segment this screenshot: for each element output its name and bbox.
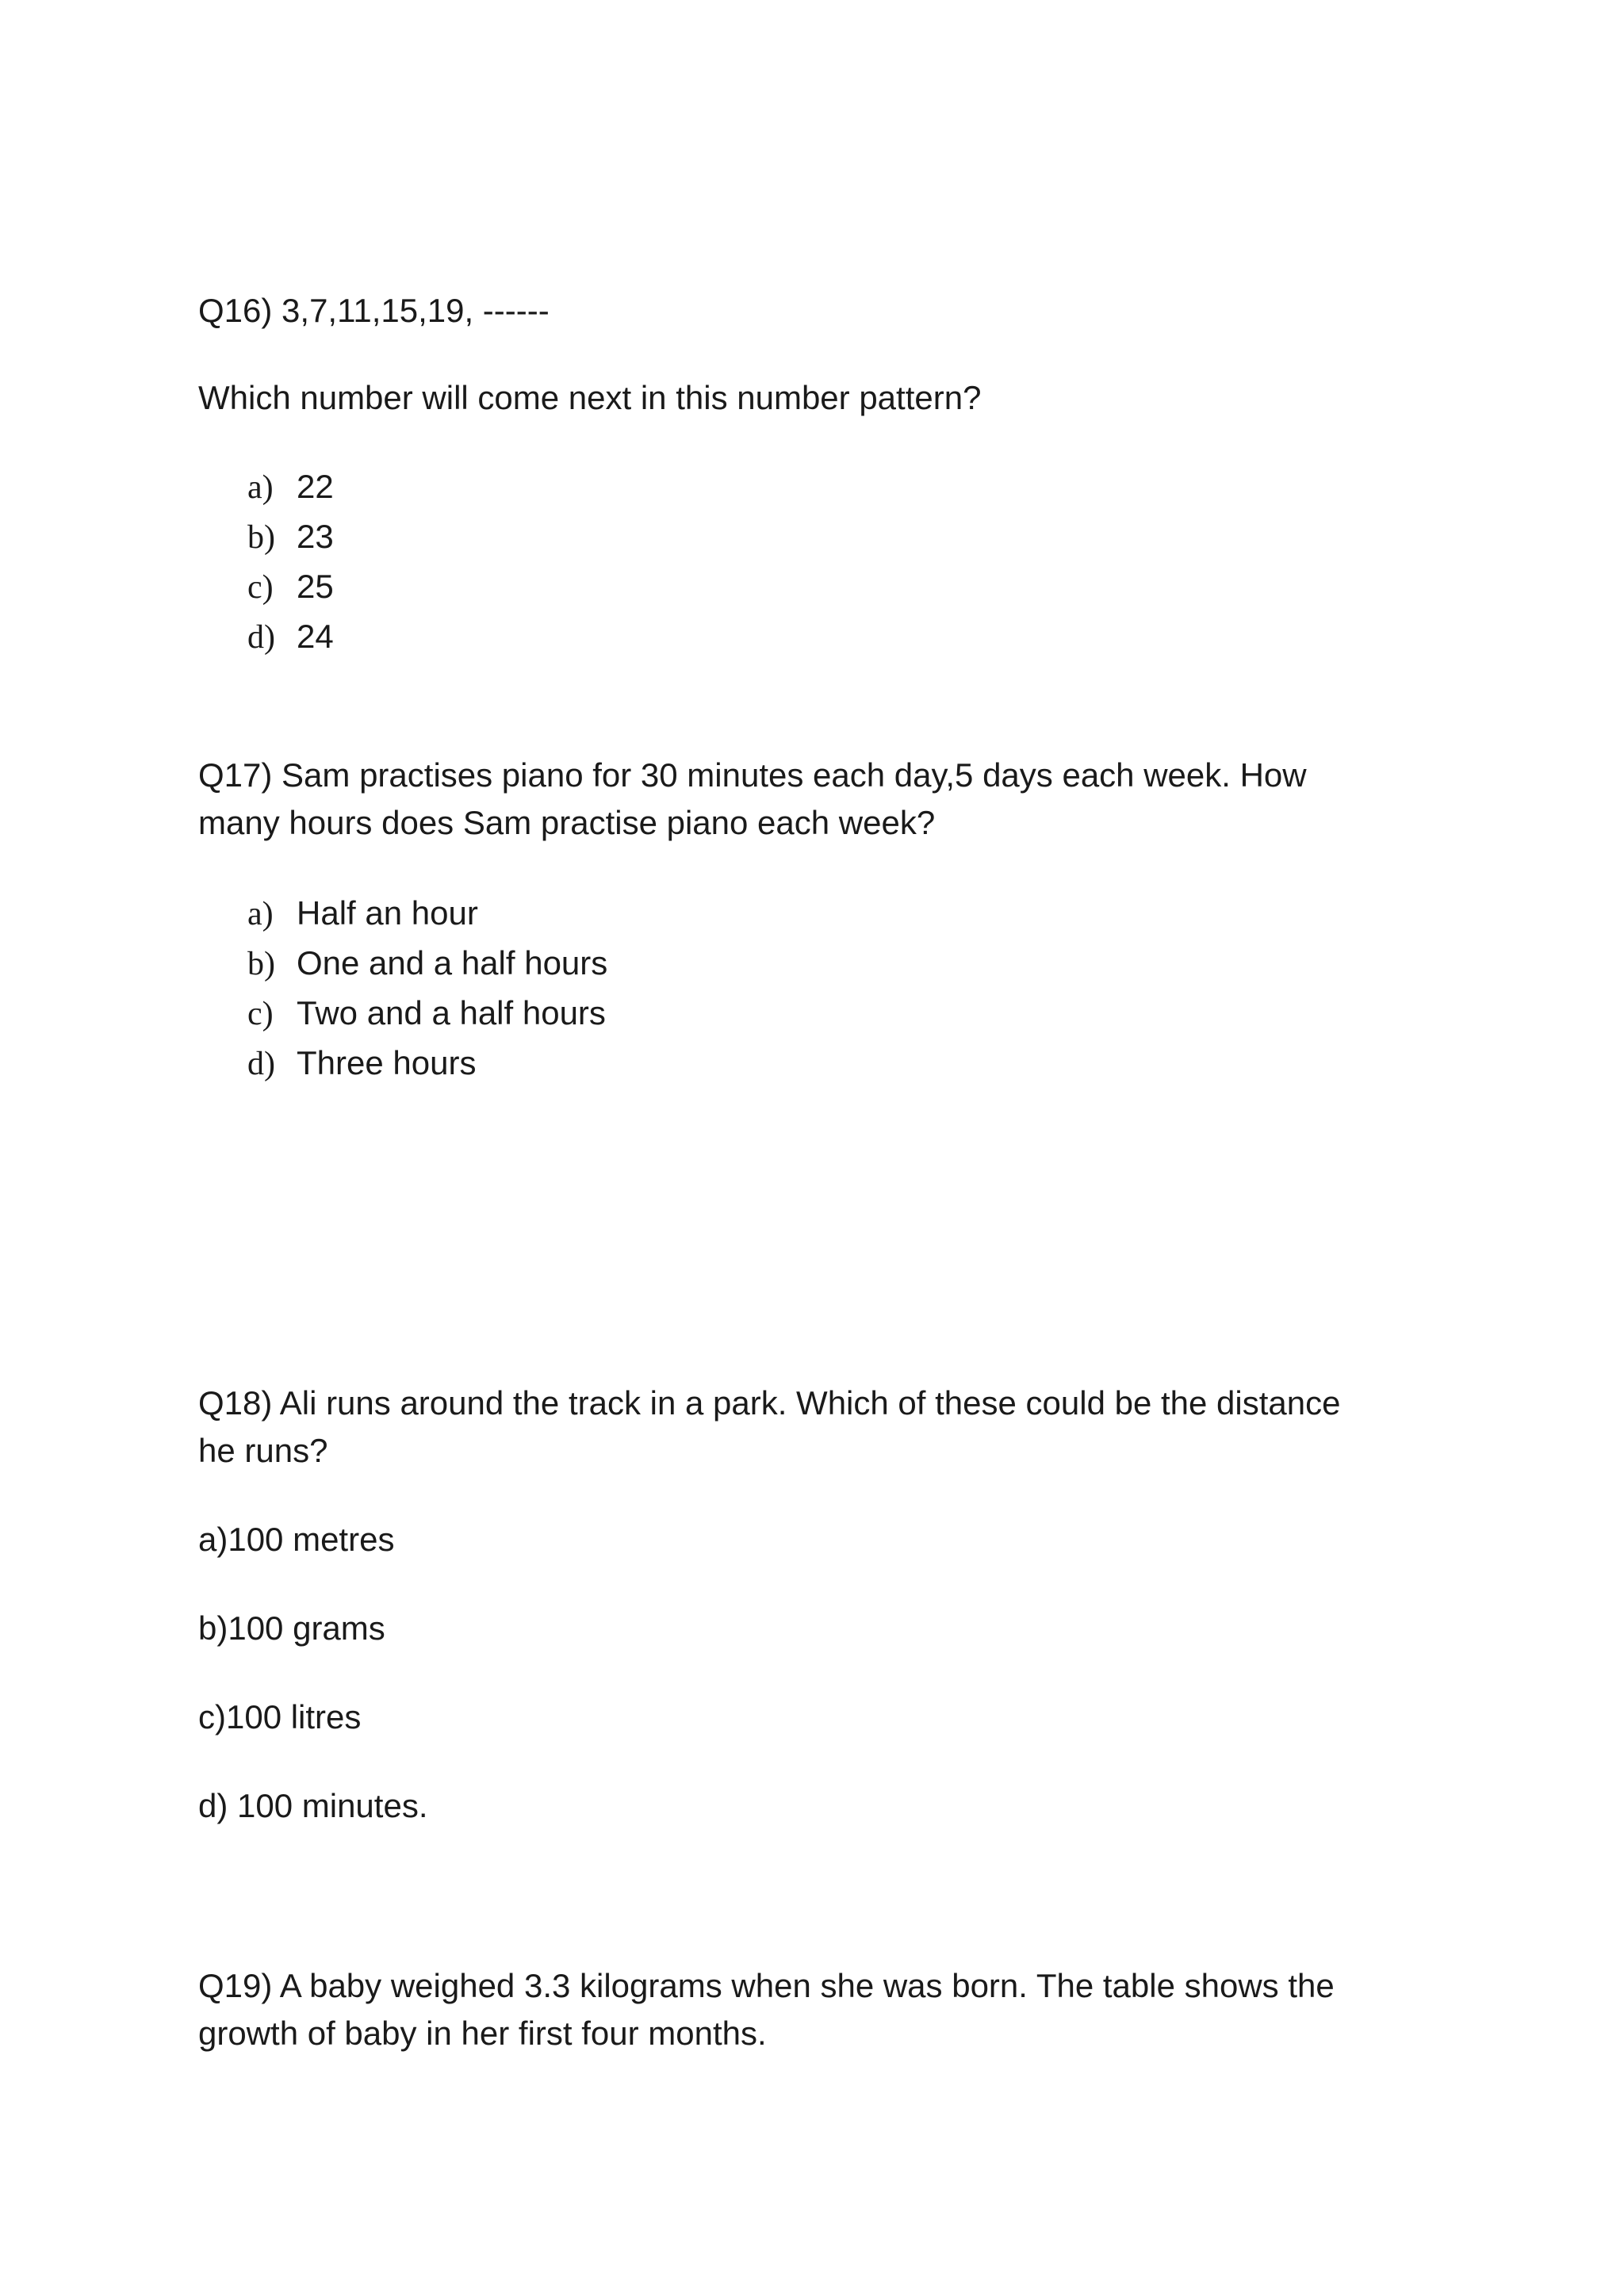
q17-question-line-2: many hours does Sam practise piano each week? — [198, 804, 936, 841]
q16-option-a — [247, 463, 334, 511]
q17-question-line-1: Q17) Sam practises piano for 30 minutes each day,5 days each week. How — [198, 756, 1307, 794]
q16-option-c — [247, 563, 334, 611]
q16-option-d-text: 24 — [297, 618, 334, 655]
q16-option-a-letter: a) — [247, 469, 274, 506]
q17-option-d-letter: d) — [247, 1046, 275, 1082]
q16-option-d — [247, 613, 334, 661]
q16-option-c-text: 25 — [297, 568, 334, 605]
q18-question-line-2: he runs? — [198, 1432, 328, 1469]
q18-question-line-1: Q18) Ali runs around the track in a park. Which of these could be the distance — [198, 1384, 1341, 1422]
q18-option-d: d) 100 minutes. — [198, 1787, 428, 1824]
q16-title: Q16) 3,7,11,15,19, ------ — [198, 292, 550, 329]
q18-option-c: c)100 litres — [198, 1698, 362, 1735]
q17-option-c-letter: c) — [247, 996, 274, 1032]
q17-option-a-letter: a) — [247, 896, 274, 932]
q17-option-c — [247, 989, 606, 1038]
q17-option-d-text: Three hours — [297, 1044, 477, 1081]
q19-question-line-1: Q19) A baby weighed 3.3 kilograms when she was born. The table shows the — [198, 1967, 1335, 2004]
q17-option-c-text: Two and a half hours — [297, 994, 606, 1031]
q17-option-b-letter: b) — [247, 946, 275, 982]
q17-option-a-text: Half an hour — [297, 894, 478, 932]
q17-option-a — [247, 890, 478, 938]
q16-question: Which number will come next in this number pattern? — [198, 379, 982, 416]
q18-option-a: a)100 metres — [198, 1521, 395, 1558]
q16-option-d-letter: d) — [247, 619, 275, 656]
q17-option-b — [247, 939, 607, 988]
q16-option-a-text: 22 — [297, 468, 334, 505]
q18-option-b: b)100 grams — [198, 1609, 385, 1647]
q16-option-b-letter: b) — [247, 519, 275, 556]
q17-option-d — [247, 1039, 476, 1088]
q16-option-c-letter: c) — [247, 569, 274, 606]
q16-option-b-text: 23 — [297, 518, 334, 555]
q17-option-b-text: One and a half hours — [297, 944, 608, 982]
q19-question-line-2: growth of baby in her first four months. — [198, 2015, 767, 2052]
q16-option-b — [247, 513, 334, 561]
